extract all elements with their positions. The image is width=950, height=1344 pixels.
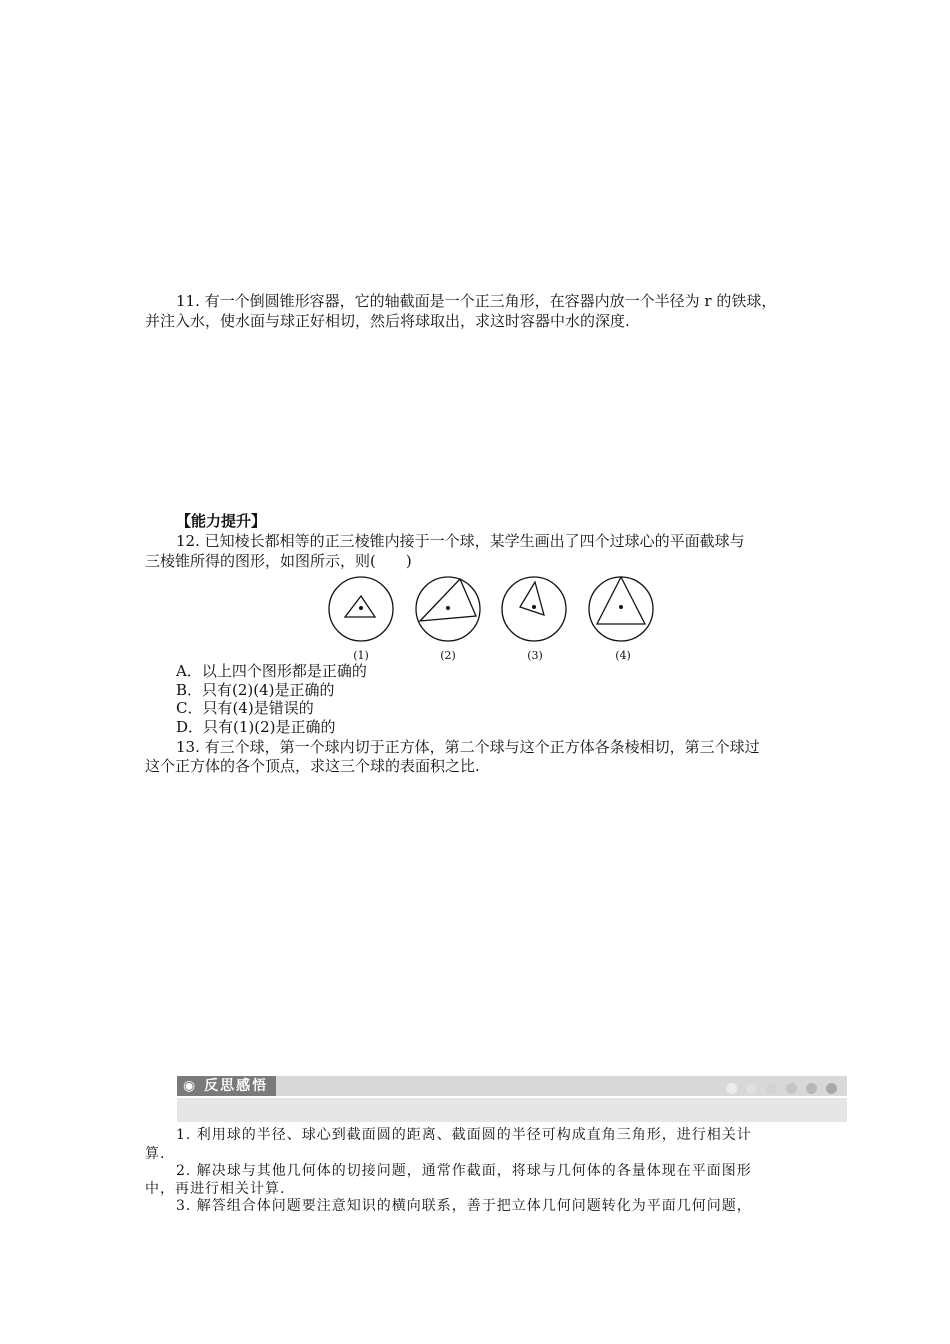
figure-1-label: (1): [353, 649, 369, 662]
reflection-banner-label: [177, 1076, 276, 1096]
figure-2-triangle: [420, 579, 476, 621]
reflection-banner-bottom: [177, 1098, 847, 1122]
q12-text-line2: 三棱锥所得的图形，如图所示，则( ): [145, 552, 412, 570]
reflection-banner: [177, 1076, 847, 1122]
reflection-item3-line1: 3. 解答组合体问题要注意知识的横向联系，善于把立体几何问题转化为平面几何问题，: [176, 1198, 752, 1214]
q13-text-line1: 13. 有三个球，第一个球内切于正方体，第二个球与这个正方体各条棱相切，第三个球过: [176, 738, 760, 756]
q12-option-c: C．只有(4)是错误的: [176, 699, 314, 717]
figure-4-center-dot: [619, 605, 623, 609]
figure-3-center-dot: [532, 605, 536, 609]
dot-icon: [806, 1083, 817, 1094]
q12-option-a: A．以上四个图形都是正确的: [176, 662, 367, 680]
figure-1-center-dot: [359, 606, 363, 610]
figure-4-triangle: [597, 577, 645, 624]
dot-icon: [766, 1083, 777, 1094]
figure-3-triangle: [520, 582, 544, 615]
q11-text-line2: 并注入水，使水面与球正好相切，然后将球取出，求这时容器中水的深度.: [145, 312, 630, 330]
dot-icon: [826, 1083, 837, 1094]
q11-text-line1: 11. 有一个倒圆锥形容器，它的轴截面是一个正三角形，在容器内放一个半径为 r 的铁球，: [176, 292, 777, 310]
target-icon: ◉: [183, 1078, 198, 1094]
figure-2-center-dot: [446, 606, 450, 610]
reflection-item2-line2: 中，再进行相关计算.: [145, 1181, 286, 1197]
dot-icon: [786, 1083, 797, 1094]
section-heading: 【能力提升】: [176, 512, 267, 530]
reflection-item1-line2: 算.: [145, 1146, 166, 1162]
reflection-item2-line1: 2. 解决球与其他几何体的切接问题，通常作截面，将球与几何体的各量体现在平面图形: [176, 1163, 752, 1179]
reflection-title: 反思感悟: [204, 1078, 269, 1094]
q12-figure: [327, 572, 659, 664]
figure-2-label: (2): [440, 649, 456, 662]
q12-option-d: D．只有(1)(2)是正确的: [176, 718, 336, 736]
decorative-dots: [717, 1080, 837, 1092]
figure-4-label: (4): [615, 649, 631, 662]
figure-3-label: (3): [527, 649, 543, 662]
dot-icon: [726, 1083, 737, 1094]
reflection-item1-line1: 1. 利用球的半径、球心到截面圆的距离、截面圆的半径可构成直角三角形，进行相关计: [176, 1127, 752, 1143]
dot-icon: [746, 1083, 757, 1094]
q13-text-line2: 这个正方体的各个顶点，求这三个球的表面积之比.: [145, 757, 480, 775]
q12-option-b: B．只有(2)(4)是正确的: [176, 681, 335, 699]
q12-text-line1: 12. 已知棱长都相等的正三棱锥内接于一个球，某学生画出了四个过球心的平面截球与: [176, 532, 745, 550]
